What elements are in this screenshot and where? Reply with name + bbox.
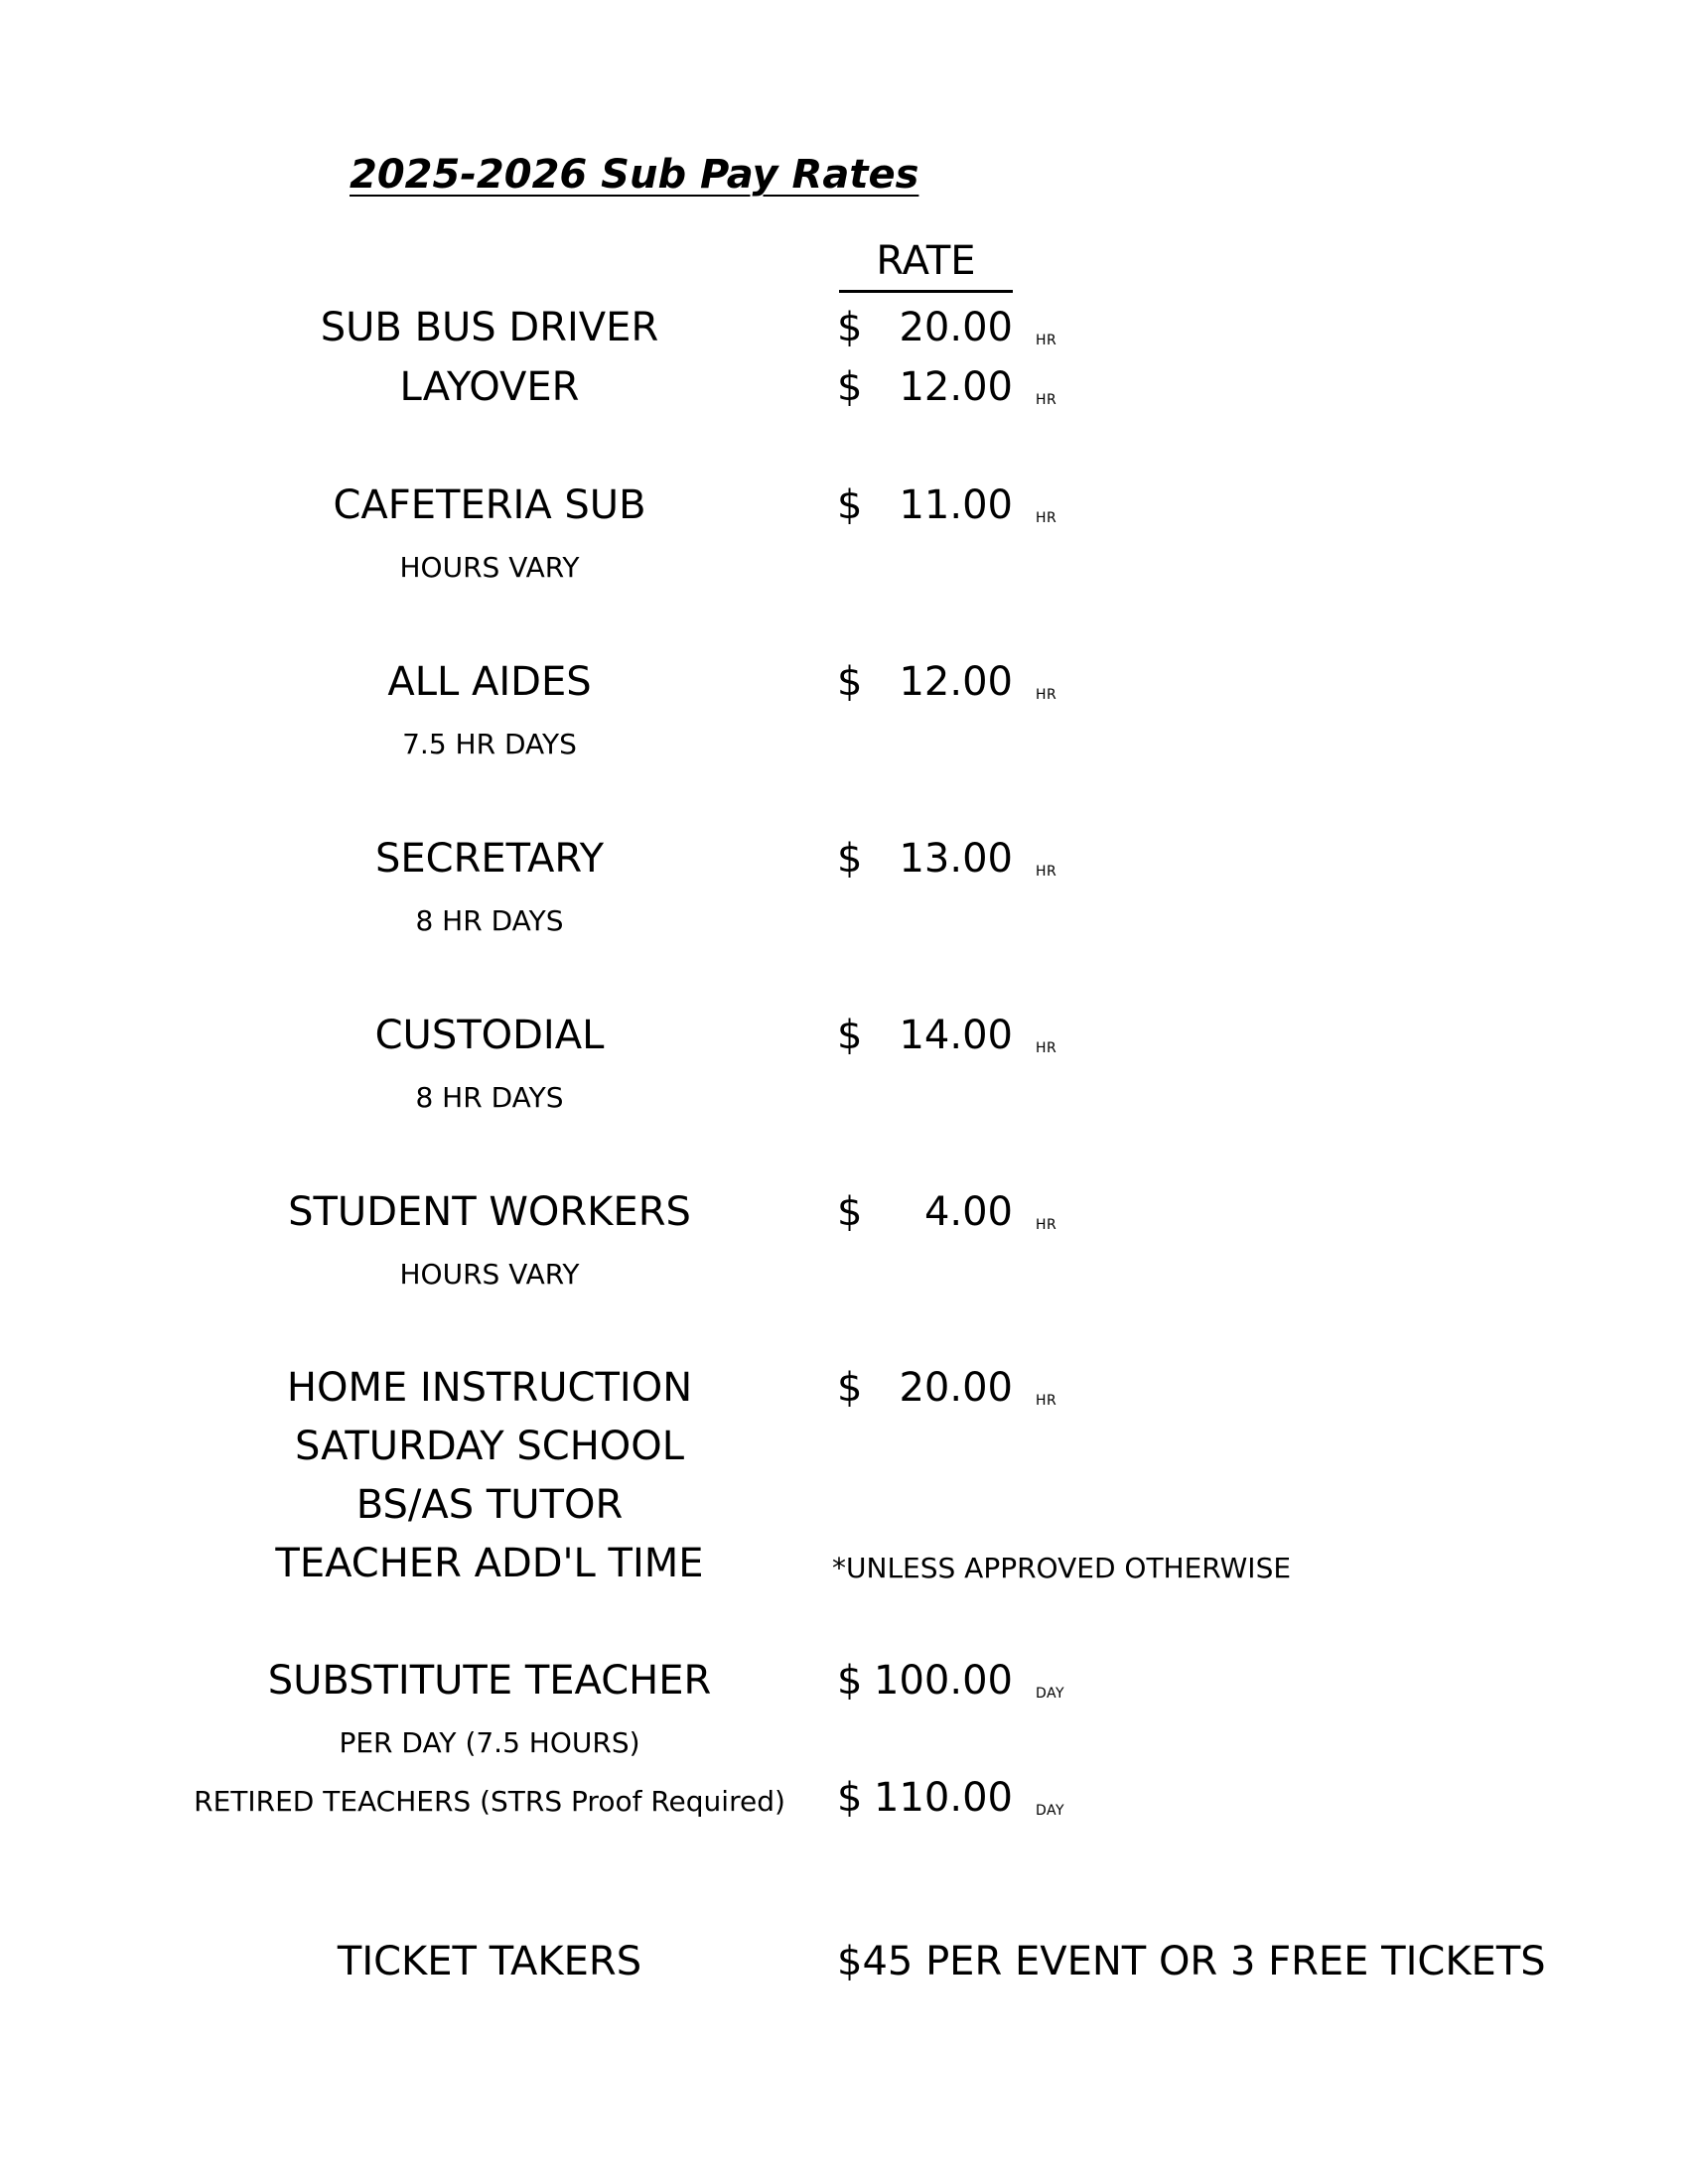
position-note: 7.5 HR DAYS [402, 728, 577, 760]
position-note: HOURS VARY [399, 1258, 580, 1291]
rate-unit: HR [1036, 1217, 1057, 1233]
rate-unit: HR [1036, 1393, 1057, 1409]
rate-unit: HR [1036, 864, 1057, 880]
rate-amount: 110.00 [874, 1775, 1013, 1821]
position-label: SUB BUS DRIVER [320, 305, 659, 350]
rate-unit: HR [1036, 510, 1057, 526]
position-label: SATURDAY SCHOOL [294, 1424, 685, 1469]
rate-amount: 20.00 [899, 305, 1013, 350]
position-note: 8 HR DAYS [415, 904, 564, 937]
rate-amount: 11.00 [899, 482, 1013, 528]
position-label: HOME INSTRUCTION [286, 1365, 693, 1411]
position-note: 8 HR DAYS [415, 1081, 564, 1114]
position-label: RETIRED TEACHERS (STRS Proof Required) [194, 1785, 785, 1818]
rate-column-header: RATE [876, 238, 976, 284]
position-label: TEACHER ADD'L TIME [275, 1541, 704, 1586]
rate-amount: 13.00 [899, 836, 1013, 882]
rate-unit: DAY [1036, 1686, 1065, 1702]
position-label: SECRETARY [374, 836, 605, 882]
rate-unit: HR [1036, 333, 1057, 348]
currency-symbol: $ [837, 305, 863, 350]
rate-unit: DAY [1036, 1803, 1065, 1819]
currency-symbol: $ [837, 1189, 863, 1235]
position-label: CAFETERIA SUB [333, 482, 646, 528]
ticket-takers-rate: $45 PER EVENT OR 3 FREE TICKETS [837, 1939, 1546, 1984]
position-note: PER DAY (7.5 HOURS) [339, 1726, 640, 1759]
position-note: HOURS VARY [399, 551, 580, 584]
currency-symbol: $ [837, 836, 863, 882]
position-label: LAYOVER [399, 364, 580, 410]
currency-symbol: $ [837, 1658, 863, 1704]
currency-symbol: $ [837, 1365, 863, 1411]
currency-symbol: $ [837, 1775, 863, 1821]
rate-amount: 100.00 [874, 1658, 1013, 1704]
position-label: SUBSTITUTE TEACHER [267, 1658, 712, 1704]
rate-unit: HR [1036, 687, 1057, 703]
rate-amount: 4.00 [923, 1189, 1013, 1235]
position-label: TICKET TAKERS [337, 1939, 642, 1984]
rate-unit: HR [1036, 392, 1057, 408]
currency-symbol: $ [837, 1013, 863, 1058]
position-label: CUSTODIAL [374, 1013, 605, 1058]
currency-symbol: $ [837, 364, 863, 410]
position-label: STUDENT WORKERS [288, 1189, 691, 1235]
currency-symbol: $ [837, 482, 863, 528]
currency-symbol: $ [837, 659, 863, 705]
rate-amount: 12.00 [899, 364, 1013, 410]
approval-note: *UNLESS APPROVED OTHERWISE [832, 1552, 1292, 1584]
position-label: BS/AS TUTOR [355, 1482, 624, 1528]
rate-amount: 20.00 [899, 1365, 1013, 1411]
rate-amount: 14.00 [899, 1013, 1013, 1058]
page-title: 2025-2026 Sub Pay Rates [350, 152, 919, 198]
position-label: ALL AIDES [387, 659, 592, 705]
rate-unit: HR [1036, 1040, 1057, 1056]
rate-amount: 12.00 [899, 659, 1013, 705]
rate-header-underline [839, 290, 1013, 293]
